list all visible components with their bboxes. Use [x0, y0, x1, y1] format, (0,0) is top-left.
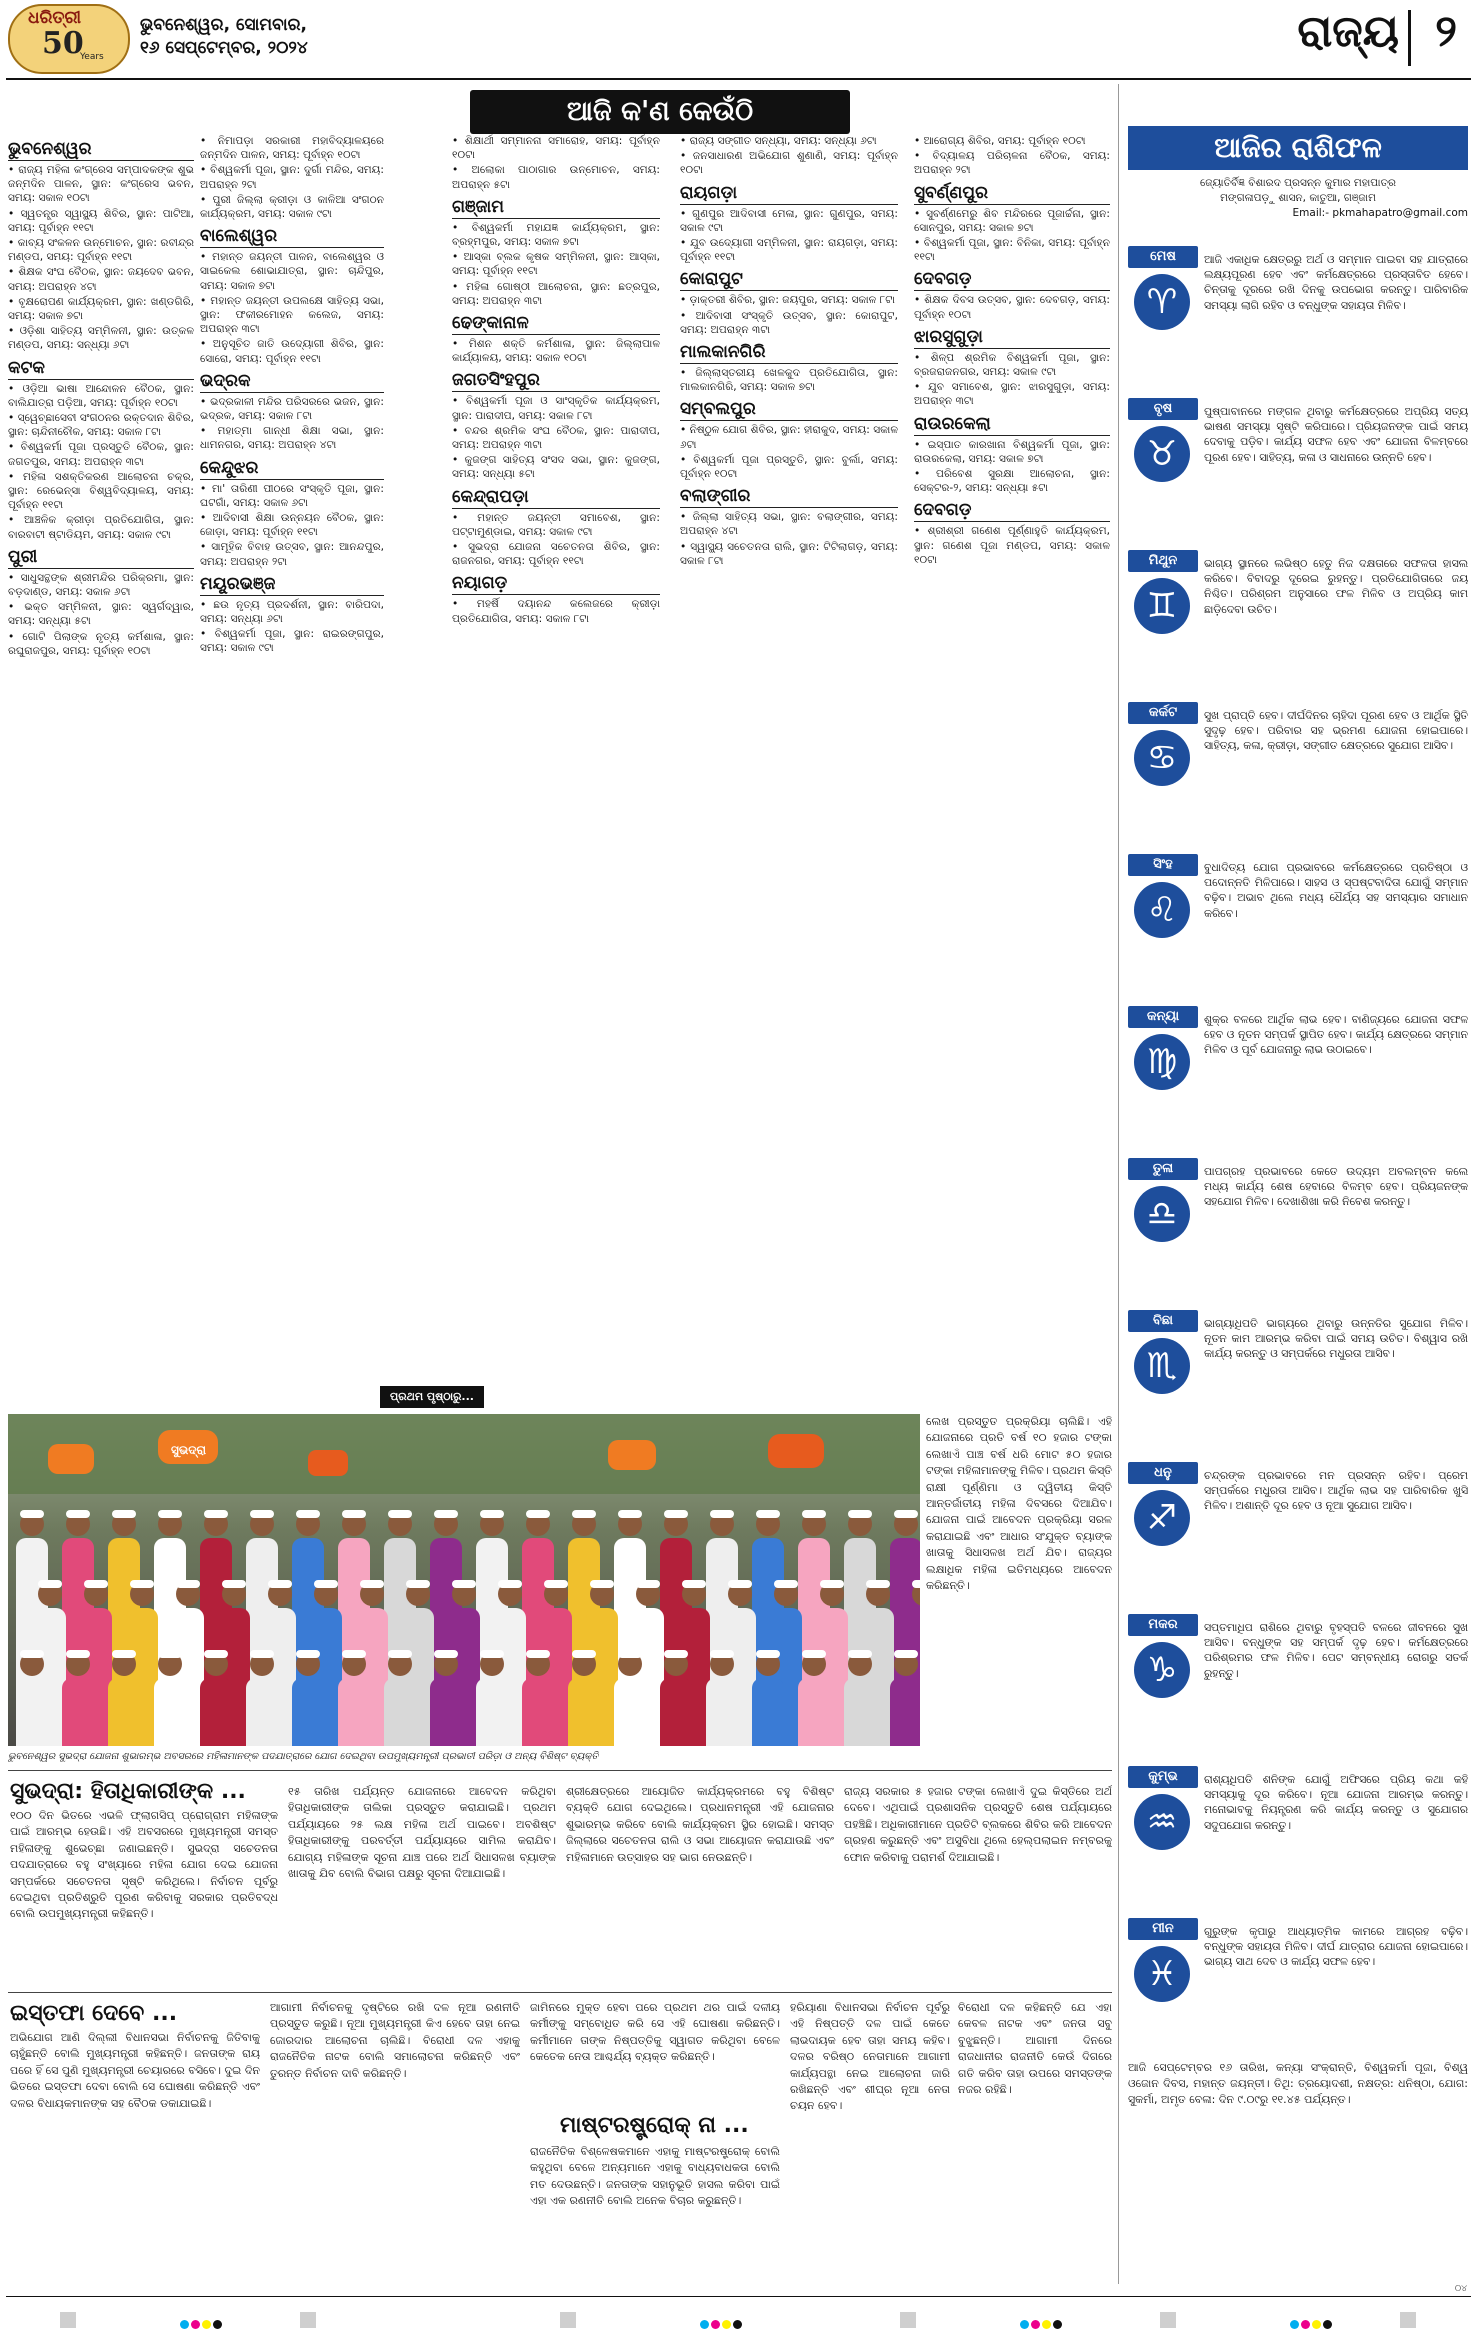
crowd-person-cap [176, 1580, 200, 1588]
rally-photo-image [8, 1414, 920, 1746]
crowd-person-body [384, 1678, 416, 1746]
event-place-heading: କୋରାପୁଟ [680, 268, 898, 291]
crowd-person-cap [590, 1580, 614, 1588]
rashi-badge: ବିଛା [1128, 1310, 1198, 1332]
event-item: • ଆଦିବାସୀ ଶିକ୍ଷା ଉନ୍ନୟନ ବୈଠକ, ସ୍ଥାନ: ଜୋଡ଼ା, ସମୟ: ପୂର୍ବାହ୍ନ ୧୧ଟା [200, 511, 384, 539]
masthead [0, 0, 1477, 78]
crowd-person-cap [820, 1580, 844, 1588]
rashi-badge: ସିଂହ [1128, 854, 1198, 876]
registration-dot [1312, 2320, 1321, 2329]
crowd-person-cap [728, 1580, 752, 1588]
event-item: • ଅନୁସୂଚିତ ଜାତି ଉଦ୍ୟୋଗୀ ଶିବିର, ସ୍ଥାନ: ସୋରୋ, ସମୟ: ପୂର୍ବାହ୍ନ ୧୧ଟା [200, 337, 384, 365]
events-column-4 [680, 134, 898, 1378]
event-item: • ଯୁବ ସମାବେଶ, ସ୍ଥାନ: ଝାରସୁଗୁଡ଼ା, ସମୟ: ଅପରାହ୍ନ ୩ଟା [914, 380, 1110, 408]
story-1-col-3: ଶ୍ରୀକ୍ଷେତ୍ରରେ ଆୟୋଜିତ କାର୍ଯ୍ୟକ୍ରମରେ ବହୁ ବିଶିଷ୍ଟ ବ୍ୟକ୍ତି ଯୋଗ ଦେଇଥିଲେ। ପ୍ରଧାନମନ୍ତ୍ରୀ ଏହି ଯୋଜନାର ଶୁଭାରମ୍ଭ କରିବେ ବୋଲି କାର୍ଯ୍ୟକ୍ରମ ସ୍ଥିର ହୋଇଛି। ସମସ୍ତ ଜିଲ୍ଲାରେ ସଚେତନତା ରାଲି ଓ ସଭା ଆୟୋଜନ କରାଯାଉଛି ଏବଂ ମହିଳାମାନେ ଉତ୍ସାହର ସହ ଭାଗ ନେଉଛନ୍ତି। [566, 1785, 834, 1864]
story-1-col-4: ରାଜ୍ୟ ସରକାର ୫ ହଜାର ଟଙ୍କା ଲେଖାଏଁ ଦୁଇ କିସ୍ତିରେ ଅର୍ଥ ଦେବେ। ଏଥିପାଇଁ ପ୍ରଶାସନିକ ପ୍ରସ୍ତୁତି ଶେଷ ପର୍ଯ୍ୟାୟରେ ପହଞ୍ଚିଛି। ଅଧିକାରୀମାନେ ପ୍ରତିଟି ବ୍ଲକରେ ଶିବିର କରି ଆବେଦନ ଗ୍ରହଣ କରୁଛନ୍ତି ଏବଂ ଅସୁବିଧା ଥିଲେ ହେଲ୍ପଲାଇନ ନମ୍ବରକୁ ଫୋନ କରିବାକୁ ପରାମର୍ଶ ଦିଆଯାଇଛି। [844, 1785, 1112, 1864]
zodiac-sign-icon: ♍ [1134, 1034, 1190, 1090]
crowd-person-cap [20, 1510, 44, 1518]
crowd-person-cap [452, 1580, 476, 1588]
page-number: ୨ [1435, 6, 1457, 57]
event-item: • ପୁରୀ ଜିଲ୍ଲା କ୍ରୀଡ଼ା ଓ କାଳିଆ ସଂଗଠନ କାର୍ଯ୍ୟକ୍ରମ, ସମୟ: ସକାଳ ୯ଟା [200, 193, 384, 221]
registration-bar [1160, 2312, 1176, 2328]
event-item: • ସ୍ୱାସ୍ଥ୍ୟ ସଚେତନତା ରାଲି, ସ୍ଥାନ: ଟିଟିଲାଗଡ଼, ସମୟ: ସକାଳ ୮ଟା [680, 540, 898, 568]
crowd-person-cap [618, 1510, 642, 1518]
events-banner-title: ଆଜି କ'ଣ କେଉଁଠି [566, 96, 754, 127]
event-place-heading: ଜଗତସିଂହପୁର [452, 369, 660, 392]
rashi-prediction: ସପ୍ତମାଧିପ ରାଶିରେ ଥିବାରୁ ବୃହସ୍ପତି ବଳରେ ଜୀବନରେ ସୁଖ ଆସିବ। ବନ୍ଧୁଙ୍କ ସହ ସମ୍ପର୍କ ଦୃଢ଼ ହେବ। କର୍ମକ୍ଷେତ୍ରରେ ପରିଶ୍ରମର ଫଳ ମିଳିବ। ପେଟ ସମ୍ବନ୍ଧୀୟ ରୋଗରୁ ସତର୍କ ରୁହନ୍ତୁ। [1204, 1621, 1468, 1680]
event-item: • ମହିଳା ଗୋଷ୍ଠୀ ଆଲୋଚନା, ସ୍ଥାନ: ଛତ୍ରପୁର, ସମୟ: ଅପରାହ୍ନ ୩ଟା [452, 280, 660, 308]
events-column-2 [200, 134, 384, 1378]
crowd-person-cap [84, 1580, 108, 1588]
crowd-person-cap [848, 1650, 872, 1658]
event-item: • ଆଞ୍ଚଳିକ କ୍ରୀଡ଼ା ପ୍ରତିଯୋଗିତା, ସ୍ଥାନ: ବାରବାଟୀ ଷ୍ଟାଡିୟମ, ସମୟ: ସକାଳ ୯ଟା [8, 513, 194, 541]
event-item: • ସ୍ୱେଚ୍ଛାସେବୀ ସଂଗଠନର ରକ୍ତଦାନ ଶିବିର, ସ୍ଥାନ: ଚାନ୍ଦିନୀଚୌକ, ସମୟ: ସକାଳ ୮ଟା [8, 411, 194, 439]
event-item: • ଶ୍ରୀଶ୍ରୀ ଗଣେଶ ପୂର୍ଣ୍ଣାହୁତି କାର୍ଯ୍ୟକ୍ରମ, ସ୍ଥାନ: ଗଣେଶ ପୂଜା ମଣ୍ଡପ, ସମୟ: ସକାଳ ୧୦ଟା [914, 524, 1110, 567]
zodiac-sign-icon: ♋ [1134, 730, 1190, 786]
crowd-person-cap [526, 1510, 550, 1518]
story-rule-1 [8, 1770, 1112, 1771]
photo-caption: ଭୁବନେଶ୍ୱର ସୁଭଦ୍ରା ଯୋଜନା ଶୁଭାରମ୍ଭ ଅବସରରେ ମହିଳାମାନଙ୍କ ପଦଯାତ୍ରାରେ ଯୋଗ ଦେଇଥିବା ଉପମୁଖ୍ୟମନ୍ତ୍ରୀ ପ୍ରଭାତୀ ପରିଡ଼ା ଓ ଅନ୍ୟ ବିଶିଷ୍ଟ ବ୍ୟକ୍ତି [8, 1751, 599, 1762]
crowd-person-body [752, 1678, 784, 1746]
event-item: • ବିଶ୍ୱକର୍ମା ପୂଜା, ସ୍ଥାନ: ରାଇରଙ୍ଗପୁର, ସମୟ: ସକାଳ ୯ଟା [200, 627, 384, 655]
rashi-badge: ମିଥୁନ [1128, 550, 1198, 572]
event-place-heading: ଗଞ୍ଜାମ [452, 196, 660, 219]
event-item: • ମା' ତାରିଣୀ ପୀଠରେ ସଂସ୍କୃତି ପୂଜା, ସ୍ଥାନ: ଘଟଗାଁ, ସମୟ: ସକାଳ ୬ଟା [200, 482, 384, 510]
story-1-col-1: ୧୦୦ ଦିନ ଭିତରେ ଏଭଳି ଫ୍ଲାଗସିପ୍ ପ୍ରୋଗ୍ରାମ ମହିଳାଙ୍କ ପାଇଁ ଆରମ୍ଭ ହେଉଛି। ଏହି ଅବସରରେ ମୁଖ୍ୟମନ୍ତ୍ରୀ ସମସ୍ତ ମହିଳାଙ୍କୁ ଶୁଭେଚ୍ଛା ଜଣାଇଛନ୍ତି। ସୁଭଦ୍ରା ସଚେତନତା ପଦଯାତ୍ରାରେ ବହୁ ସଂଖ୍ୟାରେ ମହିଳା ଯୋଗ ଦେଇ ଯୋଜନା ସମ୍ପର୍କରେ ସଚେତନତା ସୃଷ୍ଟି କରିଥିଲେ। ନିର୍ବାଚନ ପୂର୍ବରୁ ଦେଇଥିବା ପ୍ରତିଶ୍ରୁତି ପୂରଣ କରିବାକୁ ସରକାର ପ୍ରତିବଦ୍ଧ ବୋଲି ଉପମୁଖ୍ୟମନ୍ତ୍ରୀ କହିଛନ୍ତି। [10, 1809, 278, 1921]
event-item: • ମହାନ୍ତ ଜୟନ୍ତୀ ସମାବେଶ, ସ୍ଥାନ: ପଟ୍ଟାମୁଣ୍ଡାଇ, ସମୟ: ସକାଳ ୯ଟା [452, 511, 660, 539]
crowd-person-cap [498, 1580, 522, 1588]
event-item: • ଡ଼ାକ୍ତରୀ ଶିବିର, ସ୍ଥାନ: ଜୟପୁର, ସମୟ: ସକାଳ ୮ଟା [680, 293, 898, 307]
crowd-person-body [338, 1678, 370, 1746]
event-place-heading: ସୁବର୍ଣ୍ଣପୁର [914, 182, 1110, 205]
event-item: • ବିଶ୍ୱକର୍ମା ପୂଜା, ସ୍ଥାନ: ଦୁର୍ଗା ମନ୍ଦିର, ସମୟ: ଅପରାହ୍ନ ୨ଟା [200, 163, 384, 191]
event-item: • ସ୍ୱତନ୍ତ୍ର ସ୍ୱାସ୍ଥ୍ୟ ଶିବିର, ସ୍ଥାନ: ପାଟିଆ, ସମୟ: ପୂର୍ବାହ୍ନ ୧୧ଟା [8, 207, 194, 235]
registration-dot [213, 2320, 222, 2329]
crowd-person-body [246, 1678, 278, 1746]
rashifal-byline [1128, 176, 1468, 221]
rashi-prediction: ଚନ୍ଦ୍ରଙ୍କ ପ୍ରଭାବରେ ମନ ପ୍ରସନ୍ନ ରହିବ। ପ୍ରେମ ସମ୍ପର୍କରେ ମଧୁରତା ଆସିବ। ଆର୍ଥିକ ଲାଭ ସହ ପାରିବାରିକ ଖୁସି ମିଳିବ। ଅଶାନ୍ତି ଦୂର ହେବ ଓ ନୂଆ ସୁଯୋଗ ଆସିବ। [1204, 1469, 1468, 1513]
registration-bar [900, 2312, 916, 2328]
crowd-person-cap [38, 1580, 62, 1588]
crowd-person-cap [526, 1650, 550, 1658]
dateline [140, 14, 500, 60]
logo-emblem [8, 4, 130, 74]
event-item: • ଜିଲ୍ଲା ସାହିତ୍ୟ ସଭା, ସ୍ଥାନ: ବଲାଙ୍ଗୀର, ସମୟ: ଅପରାହ୍ନ ୪ଟା [680, 510, 898, 538]
crowd-person-cap [848, 1510, 872, 1518]
event-place-heading: ପୁରୀ [8, 546, 194, 569]
crowd-person-cap [388, 1510, 412, 1518]
dateline-city: ଭୁବନେଶ୍ୱର, ସୋମବାର, [140, 15, 307, 35]
rashi-prediction: ଭାଗ୍ୟ ସ୍ଥାନରେ ଲଭିଷ୍ଠ ହେତୁ ନିଜ ଦକ୍ଷତାରେ ସଫଳତା ହାସଲ କରିବେ। ବିବାଦରୁ ଦୂରେଇ ରୁହନ୍ତୁ। ପ୍ରତିଯୋଗିତାରେ ଜୟ ନିଶ୍ଚିତ। ପରିଶ୍ରମ ଅନୁସାରେ ଫଳ ମିଳିବ ଓ ଅପ୍ରିୟ କାମ ଛାଡ଼ିଦେବା ଉଚିତ। [1204, 557, 1468, 616]
crowd-person-cap [388, 1650, 412, 1658]
event-item: • ଜିଲ୍ଲାସ୍ତରୀୟ ଖେଳକୁଦ ପ୍ରତିଯୋଗିତା, ସ୍ଥାନ: ମାଲକାନଗିରି, ସମୟ: ସକାଳ ୭ଟା [680, 366, 898, 394]
crowd-person-body [890, 1678, 920, 1746]
crowd-person-body [200, 1678, 232, 1746]
event-place-heading: ଭଦ୍ରକ [200, 370, 384, 393]
event-item: • ବିଶ୍ୱକର୍ମା ପୂଜା, ସ୍ଥାନ: ବିନିକା, ସମୟ: ପୂର୍ବାହ୍ନ ୧୧ଟା [914, 236, 1110, 264]
event-place-heading: ଢେଙ୍କାନାଳ [452, 312, 660, 335]
rashifal-title: ଆଜିର ରାଶିଫଳ [1214, 131, 1382, 164]
event-item: • ଜନସାଧାରଣ ଅଭିଯୋଗ ଶୁଣାଣି, ସମୟ: ପୂର୍ବାହ୍ନ ୧୦ଟା [680, 149, 898, 177]
crowd-person-cap [66, 1650, 90, 1658]
dateline-date: ୧୬ ସେପ୍ଟେମ୍ବର, ୨୦୨୪ [140, 38, 308, 58]
crowd-person-cap [866, 1580, 890, 1588]
events-banner [470, 90, 850, 134]
masthead-rule [6, 78, 1471, 80]
registration-dot [202, 2320, 211, 2329]
section-divider [1408, 10, 1411, 66]
events-column-5 [914, 134, 1110, 1378]
registration-dot [700, 2320, 709, 2329]
rashi-badge: ତୁଳା [1128, 1158, 1198, 1180]
crowd-person-cap [894, 1650, 918, 1658]
event-item: • ଭକ୍ତ ସମ୍ମିଳନୀ, ସ୍ଥାନ: ସ୍ୱର୍ଗଦ୍ୱାର, ସମୟ: ସନ୍ଧ୍ୟା ୫ଟା [8, 600, 194, 628]
event-place-heading: କେନ୍ଦ୍ରାପଡ଼ା [452, 486, 660, 509]
astrologer-address: ମଙ୍ଗଳାପଡ଼ୁ ଶାସନ, କାତୁଆ, ଗଞ୍ଜାମ [1220, 192, 1376, 204]
crowd-person-body [522, 1678, 554, 1746]
events-column-1 [8, 134, 194, 1378]
story-2-col-2: ଆଗାମୀ ନିର୍ବାଚନକୁ ଦୃଷ୍ଟିରେ ରଖି ଦଳ ନୂଆ ରଣନୀତି ପ୍ରସ୍ତୁତ କରୁଛି। ନୂଆ ମୁଖ୍ୟମନ୍ତ୍ରୀ କିଏ ହେବେ ତାହା ନେଇ ଜୋରଦାର ଆଲୋଚନା ଚାଲିଛି। ବିରୋଧୀ ଦଳ ଏହାକୁ ରାଜନୈତିକ ନାଟକ ବୋଲି ସମାଲୋଚନା କରିଛନ୍ତି ଏବଂ ତୁରନ୍ତ ନିର୍ବାଚନ ଦାବି କରିଛନ୍ତି। [270, 2001, 520, 2080]
story-3-col-1: ରାଜନୈତିକ ବିଶ୍ଳେଷକମାନେ ଏହାକୁ ମାଷ୍ଟରଷ୍ଟ୍ରୋକ୍ ବୋଲି କହୁଥିବା ବେଳେ ଅନ୍ୟମାନେ ଏହାକୁ ବାଧ୍ୟବାଧକତା ବୋଲି ମତ ଦେଉଛନ୍ତି। ଜନତାଙ୍କ ସହାନୁଭୂତି ହାସଲ କରିବା ପାଇଁ ଏହା ଏକ ରଣନୀତି ବୋଲି ଅନେକ ବିଚାର କରୁଛନ୍ତି। [530, 2145, 780, 2208]
registration-dot [1290, 2320, 1299, 2329]
rashi-prediction: ପୁଷ୍ପାବାନରେ ମଙ୍ଗଳ ଥିବାରୁ କର୍ମକ୍ଷେତ୍ରରେ ଅପ୍ରିୟ ସତ୍ୟ ଭାଷଣ ସମସ୍ୟା ସୃଷ୍ଟି କରିପାରେ। ପ୍ରିୟଜନଙ୍କ ପାଇଁ ସମୟ ଦେବାକୁ ପଡ଼ିବ। କାର୍ଯ୍ୟ ସଫଳ ହେବ ଏବଂ ଯୋଜନା ବିଳମ୍ବରେ ପୂରଣ ହେବ। ସାହିତ୍ୟ, କଳା ଓ ସାଧନାରେ ଉନ୍ନତି ହେବ। [1204, 405, 1468, 464]
color-registration-dots [180, 2314, 224, 2333]
rashi-prediction: ଭାଗ୍ୟାଧିପତି ଭାଗ୍ୟରେ ଥିବାରୁ ଉନ୍ନତିର ସୁଯୋଗ ମିଳିବ। ନୂତନ କାମ ଆରମ୍ଭ କରିବା ପାଇଁ ସମୟ ଉଚିତ। ବିଶ୍ୱାସ ରଖି କାର୍ଯ୍ୟ କରନ୍ତୁ ଓ ସମ୍ପର୍କରେ ମଧୁରତା ଆସିବ। [1204, 1317, 1468, 1361]
event-item: • ଛଉ ନୃତ୍ୟ ପ୍ରଦର୍ଶନୀ, ସ୍ଥାନ: ବାରିପଦା, ସମୟ: ସନ୍ଧ୍ୟା ୬ଟା [200, 598, 384, 626]
event-item: • ବନ୍ଦର ଶ୍ରମିକ ସଂଘ ବୈଠକ, ସ୍ଥାନ: ପାରାଦୀପ, ସମୟ: ଅପରାହ୍ନ ୩ଟା [452, 424, 660, 452]
crowd-person-cap [480, 1650, 504, 1658]
registration-dot [180, 2320, 189, 2329]
crowd-person-cap [572, 1650, 596, 1658]
rashi-prediction: ବୁଧାଦିତ୍ୟ ଯୋଗ ପ୍ରଭାବରେ କର୍ମକ୍ଷେତ୍ରରେ ପ୍ରତିଷ୍ଠା ଓ ପଦୋନ୍ନତି ମିଳିପାରେ। ସାହସ ଓ ସ୍ପଷ୍ଟବାଦିତା ଯୋଗୁଁ ସମ୍ମାନ ବଢ଼ିବ। ଅଭାବ ଥିଲେ ମଧ୍ୟ ଧୈର୍ଯ୍ୟ ସହ ସମସ୍ୟାର ସମାଧାନ କରିବେ। [1204, 861, 1468, 920]
rashi-badge: ମୀନ [1128, 1918, 1198, 1940]
registration-dot [1042, 2320, 1051, 2329]
logo-years-label: Years [80, 52, 104, 62]
crowd-person-cap [572, 1510, 596, 1518]
rashifal-header [1128, 126, 1468, 170]
rashi-prediction: ଶୁକ୍ର ବଳରେ ଆର୍ଥିକ ଲାଭ ହେବ। ବାଣିଜ୍ୟରେ ଯୋଜନା ସଫଳ ହେବ ଓ ନୂତନ ସମ୍ପର୍କ ସ୍ଥାପିତ ହେବ। କାର୍ଯ୍ୟ କ୍ଷେତ୍ରରେ ସମ୍ମାନ ମିଳିବ ଓ ପୂର୍ବ ଯୋଜନାରୁ ଲାଭ ଉଠାଇବେ। [1204, 1013, 1468, 1057]
crowd-person-cap [802, 1510, 826, 1518]
crowd-person-cap [710, 1650, 734, 1658]
crowd-person-cap [434, 1510, 458, 1518]
crowd-person-body [660, 1678, 692, 1746]
panchang-text: ଆଜି ସେପ୍ଟେମ୍ବର ୧୬ ତାରିଖ, କନ୍ୟା ସଂକ୍ରାନ୍ତି, ବିଶ୍ୱକର୍ମା ପୂଜା, ବିଶ୍ୱ ଓଜୋନ ଦିବସ, ମହାନ୍ତ ଜୟନ୍ତୀ। ତିଥି: ତ୍ରୟୋଦଶୀ, ନକ୍ଷତ୍ର: ଧନିଷ୍ଠା, ଯୋଗ: ସୁକର୍ମା, ଅମୃତ ବେଳା: ଦିନ ୯.୦୯ରୁ ୧୧.୪୫ ପର୍ଯ୍ୟନ୍ତ। [1128, 2061, 1468, 2106]
crowd-person-cap [112, 1650, 136, 1658]
registration-bar [60, 2312, 76, 2328]
zodiac-sign-icon: ♌ [1134, 882, 1190, 938]
crowd-person-cap [204, 1510, 228, 1518]
zodiac-sign-icon: ♐ [1134, 1490, 1190, 1546]
event-item: • ମହାନ୍ତ ଜୟନ୍ତୀ ପାଳନ, ବାଲେଶ୍ୱର ଓ ସାଇକେଲ ଶୋଭାଯାତ୍ରା, ସ୍ଥାନ: ଚାନ୍ଦିପୁର, ସମୟ: ସକାଳ ୭ଟା [200, 250, 384, 293]
crowd-person-body [844, 1678, 876, 1746]
crowd-person-cap [664, 1650, 688, 1658]
event-item: • ସୁବର୍ଣ୍ଣମେରୁ ଶିବ ମନ୍ଦିରରେ ପୂଜାର୍ଚ୍ଚନା, ସ୍ଥାନ: ସୋନପୁର, ସମୟ: ସକାଳ ୭ଟା [914, 207, 1110, 235]
crowd-person-body [614, 1678, 646, 1746]
event-place-heading: ମୟୂରଭଞ୍ଜ [200, 573, 384, 596]
registration-dot [1020, 2320, 1029, 2329]
story-rule-2 [8, 1992, 1112, 1993]
crowd-person-cap [756, 1510, 780, 1518]
astrologer-email: Email:- pkmahapatro@gmail.com [1292, 207, 1468, 219]
zodiac-sign-icon: ♊ [1134, 578, 1190, 634]
event-place-heading: ବାଲେଶ୍ୱର [200, 225, 384, 248]
events-column-3 [452, 134, 660, 1378]
registration-dot [722, 2320, 731, 2329]
registration-bar [560, 2312, 576, 2328]
crowd-person-body [154, 1678, 186, 1746]
event-item: • ଶିଳ୍ପ ଶ୍ରମିକ ବିଶ୍ୱକର୍ମା ପୂଜା, ସ୍ଥାନ: ବ୍ରଜରାଜନଗର, ସମୟ: ସକାଳ ୯ଟା [914, 351, 1110, 379]
crowd-person-cap [314, 1580, 338, 1588]
rashi-badge: କର୍କଟ [1128, 702, 1198, 724]
crowd-person-cap [268, 1580, 292, 1588]
crowd-person-cap [710, 1510, 734, 1518]
crowd-person-cap [756, 1650, 780, 1658]
event-item: • ସୁଭଦ୍ରା ଯୋଜନା ସଚେତନତା ଶିବିର, ସ୍ଥାନ: ରାଜନଗର, ସମୟ: ପୂର୍ବାହ୍ନ ୧୧ଟା [452, 540, 660, 568]
more-label: ପ୍ରଥମ ପୃଷ୍ଠାରୁ... [390, 1390, 474, 1403]
crowd-person-cap [222, 1580, 246, 1588]
event-item: • ଗୋଟି ପିଲାଙ୍କ ନୃତ୍ୟ କର୍ମଶାଳା, ସ୍ଥାନ: ରଘୁରାଜପୁର, ସମୟ: ପୂର୍ବାହ୍ନ ୧୦ଟା [8, 630, 194, 658]
crowd-person-body [798, 1678, 830, 1746]
event-item: • ଓଡ଼ିଶା ସାହିତ୍ୟ ସମ୍ମିଳନୀ, ସ୍ଥାନ: ଉତ୍କଳ ମଣ୍ଡପ, ସମୟ: ସନ୍ଧ୍ୟା ୬ଟା [8, 324, 194, 352]
crowd-person-cap [360, 1580, 384, 1588]
story-3-col-2: ହରିୟାଣା ବିଧାନସଭା ନିର୍ବାଚନ ପୂର୍ବରୁ ଏହି ନିଷ୍ପତ୍ତି ଦଳ ପାଇଁ କେତେ ଲାଭଦାୟକ ହେବ ତାହା ସମୟ କହିବ। ଦଳର ବରିଷ୍ଠ ନେତାମାନେ ଆଗାମୀ କାର୍ଯ୍ୟପନ୍ଥା ନେଇ ଆଲୋଚନା ଜାରି ରଖିଛନ୍ତି ଏବଂ ଶୀଘ୍ର ନୂଆ ନେତା ଚୟନ ହେବ। [790, 2001, 950, 2113]
event-place-heading: ଝାରସୁଗୁଡ଼ା [914, 326, 1110, 349]
zodiac-sign-icon: ♑ [1134, 1642, 1190, 1698]
crowd-person-body [568, 1678, 600, 1746]
rashi-badge: ବୃଷ [1128, 398, 1198, 420]
crowd-person-body [430, 1678, 462, 1746]
crowd-person-cap [204, 1650, 228, 1658]
crowd-person-cap [342, 1510, 366, 1518]
event-item: • ଯୁବ ଉଦ୍ୟୋଗୀ ସମ୍ମିଳନୀ, ସ୍ଥାନ: ରାୟଗଡ଼ା, ସମୟ: ପୂର୍ବାହ୍ନ ୧୧ଟା [680, 236, 898, 264]
event-place-heading: ରାୟଗଡ଼ା [680, 182, 898, 205]
event-item: • ଆରୋଗ୍ୟ ଶିବିର, ସମୟ: ପୂର୍ବାହ୍ନ ୧୦ଟା [914, 134, 1110, 148]
rashi-prediction: ପାପଗ୍ରହ ପ୍ରଭାବରେ କେତେ ଉଦ୍ୟମ ଅବଲମ୍ବନ କଲେ ମଧ୍ୟ କାର୍ଯ୍ୟ ଶେଷ ହେବାରେ ବିଳମ୍ବ ହେବ। ପ୍ରିୟଜନଙ୍କ ସହଯୋଗ ମିଳିବ। ଦେଖାଶିଖା କରି ନିବେଶ କରନ୍ତୁ। [1204, 1165, 1468, 1209]
crowd-person-cap [250, 1650, 274, 1658]
rally-photo [8, 1414, 920, 1746]
logo-text: ଧରିତ୍ରୀ [28, 8, 82, 28]
event-item: • ନିଷ୍ଠୁଳ ଯୋଗ ଶିବିର, ସ୍ଥାନ: ହୀରାକୁଦ, ସମୟ: ସକାଳ ୬ଟା [680, 423, 898, 451]
event-item: • ସାଧୁସନ୍ଥଙ୍କ ଶ୍ରୀମନ୍ଦିର ପରିକ୍ରମା, ସ୍ଥାନ: ବଡ଼ଦାଣ୍ଡ, ସମୟ: ସକାଳ ୬ଟା [8, 571, 194, 599]
registration-dot [711, 2320, 720, 2329]
event-item: • ମିଶନ ଶକ୍ତି କର୍ମଶାଳା, ସ୍ଥାନ: ଜିଲ୍ଲାପାଳ କାର୍ଯ୍ୟାଳୟ, ସମୟ: ସକାଳ ୧୦ଟା [452, 337, 660, 365]
event-item: • ପରିବେଶ ସୁରକ୍ଷା ଆଲୋଚନା, ସ୍ଥାନ: ସେକ୍ଟର-୨, ସମୟ: ସନ୍ଧ୍ୟା ୫ଟା [914, 467, 1110, 495]
registration-dot [1301, 2320, 1310, 2329]
crowd-person-cap [296, 1510, 320, 1518]
crowd-person-cap [406, 1580, 430, 1588]
crowd-person-cap [544, 1580, 568, 1588]
crowd-person-cap [894, 1510, 918, 1518]
registration-dot [1031, 2320, 1040, 2329]
color-registration-dots [1020, 2314, 1064, 2333]
rashi-prediction: ରାଶ୍ୟଧିପତି ଶନିଙ୍କ ଯୋଗୁଁ ଅଫିସରେ ପ୍ରିୟ କଥା କହି ସମସ୍ୟାକୁ ଦୂର କରିବେ। ନୂଆ ଯୋଜନା ଆରମ୍ଭ କରନ୍ତୁ। ମନୋଭାବକୁ ନିୟନ୍ତ୍ରଣ କରି କାର୍ଯ୍ୟ କରନ୍ତୁ ଓ ସୁଯୋଗର ସଦୁପଯୋଗ କରନ୍ତୁ। [1204, 1773, 1468, 1832]
event-item: • ଭଦ୍ରକାଳୀ ମନ୍ଦିର ପରିସରରେ ଭଜନ, ସ୍ଥାନ: ଭଦ୍ରକ, ସମୟ: ସକାଳ ୮ଟା [200, 395, 384, 423]
zodiac-sign-icon: ♏ [1134, 1338, 1190, 1394]
crowd-person-cap [434, 1650, 458, 1658]
event-item: • ଶିକ୍ଷକ ସଂଘ ବୈଠକ, ସ୍ଥାନ: ଜୟଦେବ ଭବନ, ସମୟ: ଅପରାହ୍ନ ୪ଟା [8, 265, 194, 293]
event-place-heading: ବଲାଙ୍ଗୀର [680, 485, 898, 508]
rashi-badge: କନ୍ୟା [1128, 1006, 1198, 1028]
crowd-person-cap [158, 1510, 182, 1518]
story-2-col-1: ଅଭିଯୋଗ ଆଣି ଦିଲ୍ଲୀ ବିଧାନସଭା ନିର୍ବାଚନକୁ ଜିତିବାକୁ ଚାହୁଁଛନ୍ତି ବୋଲି ମୁଖ୍ୟମନ୍ତ୍ରୀ କହିଛନ୍ତି। ଜନତାଙ୍କ ରାୟ ପରେ ହିଁ ସେ ପୁଣି ମୁଖ୍ୟମନ୍ତ୍ରୀ ଚେୟାରରେ ବସିବେ। ଦୁଇ ଦିନ ଭିତରେ ଇସ୍ତଫା ଦେବା ବୋଲି ସେ ଘୋଷଣା କରିଛନ୍ତି ଏବଂ ଦଳର ବିଧାୟକମାନଙ୍କ ସହ ବୈଠକ ଡକାଯାଇଛି। [10, 2031, 260, 2110]
zodiac-sign-icon: ♎ [1134, 1186, 1190, 1242]
crowd-person-body [16, 1678, 48, 1746]
story-3-col-3: ବିରୋଧୀ ଦଳ କହିଛନ୍ତି ଯେ ଏହା କେବଳ ନାଟକ ଏବଂ ଜନତା ସବୁ ବୁଝୁଛନ୍ତି। ଆଗାମୀ ଦିନରେ ରାଜଧାନୀର ରାଜନୀତି କେଉଁ ଦିଗରେ ଗତି କରିବ ତାହା ଉପରେ ସମସ୍ତଙ୍କ ନଜର ରହିଛି। [958, 2001, 1112, 2097]
event-place-heading: କଟକ [8, 357, 194, 380]
story-2-col-3: ଜାମିନରେ ମୁକ୍ତ ହେବା ପରେ ପ୍ରଥମ ଥର ପାଇଁ ଦଳୀୟ କର୍ମୀଙ୍କୁ ସମ୍ବୋଧିତ କରି ସେ ଏହି ଘୋଷଣା କରିଛନ୍ତି। କର୍ମୀମାନେ ତାଙ୍କ ନିଷ୍ପତ୍ତିକୁ ସ୍ୱାଗତ କରିଥିବା ବେଳେ କେତେକ ନେତା ଆଶ୍ଚର୍ଯ୍ୟ ବ୍ୟକ୍ତ କରିଛନ୍ତି। [530, 2001, 780, 2064]
rashi-badge: ମକର [1128, 1614, 1198, 1636]
crowd-person-cap [774, 1580, 798, 1588]
crowd-person-cap [20, 1650, 44, 1658]
story-2-title: ଇସ୍ତଫା ଦେବେ ... [10, 2001, 178, 2026]
event-item: • ଅଲୋକା ପାଠାଗାର ଉନ୍ମୋଚନ, ସମୟ: ଅପରାହ୍ନ ୫ଟା [452, 163, 660, 191]
registration-bar [300, 2312, 316, 2328]
registration-bar [1400, 2312, 1416, 2328]
crowd-person-cap [158, 1650, 182, 1658]
event-item: • ମହାନ୍ତ ଜୟନ୍ତୀ ଉପଲକ୍ଷେ ସାହିତ୍ୟ ସଭା, ସ୍ଥାନ: ଫକୀରମୋହନ କଲେଜ, ସମୟ: ଅପରାହ୍ନ ୩ଟା [200, 294, 384, 337]
event-item: • ରାଜ୍ୟ ମହିଳା କଂଗ୍ରେସ ସମ୍ପାଦକଙ୍କ ଶୁଭ ଜନ୍ମଦିନ ପାଳନ, ସ୍ଥାନ: କଂଗ୍ରେସ ଭବନ, ସମୟ: ସକାଳ ୧୦ଟା [8, 163, 194, 206]
registration-dot [191, 2320, 200, 2329]
crowd-person-cap [480, 1510, 504, 1518]
color-registration-dots [1290, 2314, 1334, 2333]
event-item: • କୁଜଙ୍ଗ ସାହିତ୍ୟ ସଂସଦ ସଭା, ସ୍ଥାନ: କୁଜଙ୍ଗ, ସମୟ: ସନ୍ଧ୍ୟା ୫ଟା [452, 453, 660, 481]
event-item: • ରାଜ୍ୟ ସଙ୍ଗୀତ ସନ୍ଧ୍ୟା, ସମୟ: ସନ୍ଧ୍ୟା ୬ଟା [680, 134, 898, 148]
event-item: • ମହାତ୍ମା ଗାନ୍ଧୀ ଶିକ୍ଷା ସଭା, ସ୍ଥାନ: ଧାମନଗର, ସମୟ: ଅପରାହ୍ନ ୪ଟା [200, 424, 384, 452]
crowd-person-cap [664, 1510, 688, 1518]
story-1-title: ସୁଭଦ୍ରା: ହିତାଧିକାରୀଙ୍କ ... [10, 1779, 246, 1804]
color-registration-dots [700, 2314, 744, 2333]
event-item: • ମହିଳା ସଶକ୍ତିକରଣ ଆଲୋଚନା ଚକ୍ର, ସ୍ଥାନ: ରେଭେନ୍ସା ବିଶ୍ୱବିଦ୍ୟାଳୟ, ସମୟ: ପୂର୍ବାହ୍ନ ୧୧ଟା [8, 470, 194, 513]
registration-dot [1323, 2320, 1332, 2329]
footer-rule [6, 2296, 1471, 2297]
rashi-badge: ଧନୁ [1128, 1462, 1198, 1484]
rashi-prediction: ସୁଖ ପ୍ରାପ୍ତି ହେବ। ଦୀର୍ଘଦିନର ଚାହିଦା ପୂରଣ ହେବ ଓ ଆର୍ଥିକ ସ୍ଥିତି ସୁଦୃଢ଼ ହେବ। ପରିବାର ସହ ଭ୍ରମଣ ଯୋଜନା ହୋଇପାରେ। ସାହିତ୍ୟ, କଳା, କ୍ରୀଡ଼ା, ସଙ୍ଗୀତ କ୍ଷେତ୍ରରେ ସୁଯୋଗ ଆସିବ। [1204, 709, 1468, 753]
crowd-person-cap [250, 1510, 274, 1518]
registration-dot [1053, 2320, 1062, 2329]
event-item: • ବିଶ୍ୱକର୍ମା ପୂଜା ପ୍ରସ୍ତୁତି ବୈଠକ, ସ୍ଥାନ: ଜଗତପୁର, ସମୟ: ଅପରାହ୍ନ ୩ଟା [8, 440, 194, 468]
crowd-person-cap [682, 1580, 706, 1588]
event-place-heading: ରାଉରକେଲା [914, 413, 1110, 436]
crowd-person-body [62, 1678, 94, 1746]
event-item: • କାବ୍ୟ ସଂକଳନ ଉନ୍ମୋଚନ, ସ୍ଥାନ: ରବୀନ୍ଦ୍ର ମଣ୍ଡପ, ସମୟ: ପୂର୍ବାହ୍ନ ୧୧ଟା [8, 236, 194, 264]
crowd-person-body [476, 1678, 508, 1746]
zodiac-sign-icon: ♈ [1134, 274, 1190, 330]
crowd-person-cap [636, 1580, 660, 1588]
event-place-heading: ନୟାଗଡ଼ [452, 572, 660, 595]
zodiac-sign-icon: ♓ [1134, 1946, 1190, 2002]
event-item: • ଇସ୍ପାତ କାରଖାନା ବିଶ୍ୱକର୍ମା ପୂଜା, ସ୍ଥାନ: ରାଉରକେଲା, ସମୟ: ସକାଳ ୭ଟା [914, 438, 1110, 466]
zodiac-sign-icon: ♉ [1134, 426, 1190, 482]
crowd-person-cap [296, 1650, 320, 1658]
photo-side-story: ଲେଖ ପ୍ରସ୍ତୁତ ପ୍ରକ୍ରିୟା ଚାଲିଛି। ଏହି ଯୋଜନାରେ ପ୍ରତି ବର୍ଷ ୧୦ ହଜାର ଟଙ୍କା ଲେଖାଏଁ ପାଞ୍ଚ ବର୍ଷ ଧରି ମୋଟ ୫୦ ହଜାର ଟଙ୍କା ମହିଳାମାନଙ୍କୁ ମିଳିବ। ପ୍ରଥମ କିସ୍ତି ରାକ୍ଷୀ ପୂର୍ଣ୍ଣିମା ଓ ଦ୍ୱିତୀୟ କିସ୍ତି ଆନ୍ତର୍ଜାତୀୟ ମହିଳା ଦିବସରେ ଦିଆଯିବ। ଯୋଜନା ପାଇଁ ଆବେଦନ ପ୍ରକ୍ରିୟା ସରଳ କରାଯାଇଛି ଏବଂ ଆଧାର ସଂଯୁକ୍ତ ବ୍ୟାଙ୍କ ଖାତାକୁ ସିଧାସଳଖ ଅର୍ଥ ଯିବ। ରାଜ୍ୟର ଲକ୍ଷାଧିକ ମହିଳା ଇତିମଧ୍ୟରେ ଆବେଦନ କରିଛନ୍ତି। [926, 1415, 1112, 1593]
event-item: • ଶିକ୍ଷାର୍ଥୀ ସମ୍ମାନନା ସମାରୋହ, ସମୟ: ପୂର୍ବାହ୍ନ ୧୦ଟା [452, 134, 660, 162]
section-title: ରାଜ୍ୟ [1297, 6, 1399, 57]
story-1-col-2: ୧୫ ତାରିଖ ପର୍ଯ୍ୟନ୍ତ ଯୋଜନାରେ ଆବେଦନ କରିଥିବା ହିତାଧିକାରୀଙ୍କ ତାଲିକା ପ୍ରସ୍ତୁତ କରାଯାଇଛି। ପ୍ରଥମ ପର୍ଯ୍ୟାୟରେ ୨୫ ଲକ୍ଷ ମହିଳା ଅର୍ଥ ପାଇବେ। ଅବଶିଷ୍ଟ ହିତାଧିକାରୀଙ୍କୁ ପରବର୍ତ୍ତୀ ପର୍ଯ୍ୟାୟରେ ସାମିଲ କରାଯିବ। ଯୋଗ୍ୟ ମହିଳାଙ୍କ ସୂଚନା ଯାଞ୍ଚ ପରେ ଅର୍ଥ ସିଧାସଳଖ ବ୍ୟାଙ୍କ ଖାତାକୁ ଯିବ ବୋଲି ବିଭାଗ ପକ୍ଷରୁ ସୂଚନା ଦିଆଯାଇଛି। [288, 1785, 556, 1881]
event-place-heading: ମାଲକାନଗିରି [680, 341, 898, 364]
rashi-badge: କୁମ୍ଭ [1128, 1766, 1198, 1788]
event-item: • ମହର୍ଷି ଦୟାନନ୍ଦ କଲେଜରେ କ୍ରୀଡ଼ା ପ୍ରତିଯୋଗିତା, ସମୟ: ସକାଳ ୮ଟା [452, 597, 660, 625]
crowd-person-cap [342, 1650, 366, 1658]
event-place-heading: ଦେବଗଡ଼ [914, 499, 1110, 522]
crowd-person-body [108, 1678, 140, 1746]
event-place-heading: ସମ୍ବଲପୁର [680, 398, 898, 421]
story-3-title: ମାଷ୍ଟରଷ୍ଟ୍ରୋକ୍ ନା ... [560, 2113, 749, 2138]
rashi-badge: ମେଷ [1128, 246, 1198, 268]
event-item: • ବିଶ୍ୱକର୍ମା ପୂଜା ଓ ସାଂସ୍କୃତିକ କାର୍ଯ୍ୟକ୍ରମ, ସ୍ଥାନ: ପାରାଦୀପ, ସମୟ: ସକାଳ ୮ଟା [452, 394, 660, 422]
registration-dot [733, 2320, 742, 2329]
crowd-person-cap [912, 1580, 920, 1588]
event-item: • ସାମୂହିକ ବିବାହ ଉତ୍ସବ, ସ୍ଥାନ: ଆନନ୍ଦପୁର, ସମୟ: ଅପରାହ୍ନ ୨ଟା [200, 540, 384, 568]
event-place-heading: ଭୁବନେଶ୍ୱର [8, 138, 194, 161]
zodiac-sign-icon: ♒ [1134, 1794, 1190, 1850]
crowd-person-cap [66, 1510, 90, 1518]
crowd-person-cap [802, 1650, 826, 1658]
rashi-prediction: ଗୁରୁଙ୍କ କୃପାରୁ ଆଧ୍ୟାତ୍ମିକ କାମରେ ଆଗ୍ରହ ବଢ଼ିବ। ବନ୍ଧୁଙ୍କ ସହାୟତା ମିଳିବ। ଦୀର୍ଘ ଯାତ୍ରାର ଯୋଜନା ହୋଇପାରେ। ଭାଗ୍ୟ ସାଥ ଦେବ ଓ କାର୍ଯ୍ୟ ସଫଳ ହେବ। [1204, 1925, 1468, 1969]
footer-page-code: ୦୪ [1454, 2284, 1467, 2294]
event-item: • ବିଶ୍ୱକର୍ମା ମହାଯଜ୍ଞ କାର୍ଯ୍ୟକ୍ରମ, ସ୍ଥାନ: ବ୍ରହ୍ମପୁର, ସମୟ: ସକାଳ ୭ଟା [452, 221, 660, 249]
event-place-heading: ଦେବଗଡ଼ [914, 268, 1110, 291]
logo-years-number: 50 [42, 26, 84, 61]
event-item: • ଆସ୍କା ବ୍ଲକ କୃଷକ ସମ୍ମିଳନୀ, ସ୍ଥାନ: ଆସ୍କା, ସମୟ: ପୂର୍ବାହ୍ନ ୧୧ଟା [452, 250, 660, 278]
event-item: • ନିମାପଡ଼ା ସରକାରୀ ମହାବିଦ୍ୟାଳୟରେ ଜନ୍ମଦିନ ପାଳନ, ସମୟ: ପୂର୍ବାହ୍ନ ୧୦ଟା [200, 134, 384, 162]
astrologer-name: ଜ୍ୟୋତିର୍ବିଜ୍ଞ ବିଶାରଦ ପ୍ରସନ୍ନ କୁମାର ମହାପାତ୍ର [1199, 177, 1396, 189]
crowd-person-body [292, 1678, 324, 1746]
event-place-heading: କେନ୍ଦୁଝର [200, 457, 384, 480]
crowd-person-cap [618, 1650, 642, 1658]
crowd-person-cap [112, 1510, 136, 1518]
event-item: • ବୃକ୍ଷରୋପଣ କାର୍ଯ୍ୟକ୍ରମ, ସ୍ଥାନ: ଖଣ୍ଡଗିରି, ସମୟ: ସକାଳ ୭ଟା [8, 295, 194, 323]
event-item: • ଓଡ଼ିଆ ଭାଷା ଆନ୍ଦୋଳନ ବୈଠକ, ସ୍ଥାନ: ବାଲିଯାତ୍ରା ପଡ଼ିଆ, ସମୟ: ପୂର୍ବାହ୍ନ ୧୦ଟା [8, 382, 194, 410]
crowd-person-body [706, 1678, 738, 1746]
rashi-prediction: ଆଜି ଏକାଧିକ କ୍ଷେତ୍ରରୁ ଅର୍ଥ ଓ ସମ୍ମାନ ପାଇବା ସହ ଯାତ୍ରାରେ ଲକ୍ଷ୍ୟପୂରଣ ହେବ ଏବଂ କର୍ମକ୍ଷେତ୍ରରେ ପ୍ରସ୍ତାବିତ ହେବେ। ଚିନ୍ତାକୁ ଦୂରରେ ରଖି ଦିନକୁ ଉପଭୋଗ କରନ୍ତୁ। ପାରିବାରିକ ସମସ୍ୟା ଲାଗି ରହିବ ଓ ବନ୍ଧୁଙ୍କ ସହାୟତା ମିଳିବ। [1204, 253, 1468, 312]
more-label-box [380, 1386, 484, 1408]
photo-sign-text: ସୁଭଦ୍ରା [171, 1443, 207, 1457]
event-item: • ବିଶ୍ୱକର୍ମା ପୂଜା ପ୍ରସ୍ତୁତି, ସ୍ଥାନ: ବୁର୍ଲା, ସମୟ: ପୂର୍ବାହ୍ନ ୧୦ଟା [680, 453, 898, 481]
event-item: • ଗୁଣପୁର ଆଦିବାସୀ ମେଳା, ସ୍ଥାନ: ଗୁଣପୁର, ସମୟ: ସକାଳ ୯ଟା [680, 207, 898, 235]
event-item: • ଶିକ୍ଷକ ଦିବସ ଉତ୍ସବ, ସ୍ଥାନ: ଦେବଗଡ଼, ସମୟ: ପୂର୍ବାହ୍ନ ୧୦ଟା [914, 293, 1110, 321]
crowd-person-cap [130, 1580, 154, 1588]
event-item: • ବିଦ୍ୟାଳୟ ପରିଚାଳନା ବୈଠକ, ସମୟ: ଅପରାହ୍ନ ୨ଟା [914, 149, 1110, 177]
event-item: • ଆଦିବାସୀ ସଂସ୍କୃତି ଉତ୍ସବ, ସ୍ଥାନ: କୋରାପୁଟ, ସମୟ: ଅପରାହ୍ନ ୩ଟା [680, 309, 898, 337]
